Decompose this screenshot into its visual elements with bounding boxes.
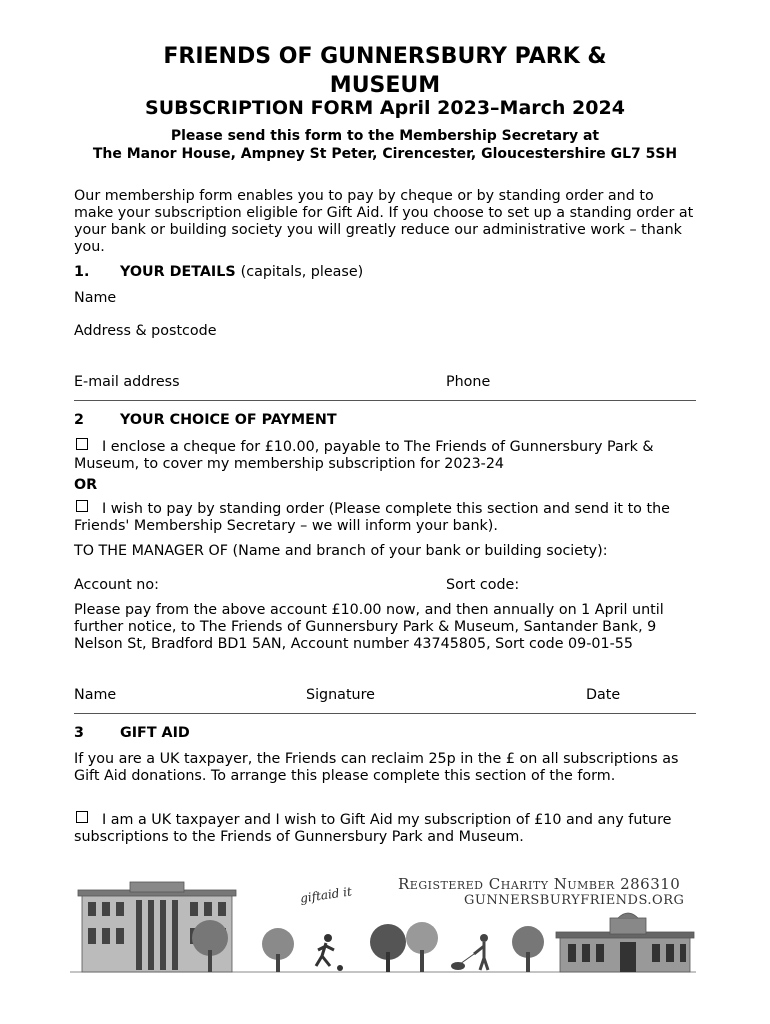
section-1-heading xyxy=(74,264,363,281)
manager-label: TO THE MANAGER OF (Name and branch of your bank or building society): xyxy=(74,543,608,559)
email-label: E-mail address xyxy=(74,374,180,390)
section-1-note: (capitals, please) xyxy=(240,264,364,280)
account-label: Account no: xyxy=(74,577,159,593)
section-divider xyxy=(74,400,696,401)
standing-order-checkbox[interactable] xyxy=(76,500,88,512)
tree-icon xyxy=(512,926,544,972)
section-3-title: GIFT AID xyxy=(120,725,190,741)
section-3-heading xyxy=(74,725,190,742)
form-subtitle: SUBSCRIPTION FORM April 2023–March 2024 xyxy=(145,97,625,119)
tree-icon xyxy=(370,924,406,972)
section-2-title: YOUR CHOICE OF PAYMENT xyxy=(120,412,337,428)
section-3-number: 3 xyxy=(74,725,84,741)
phone-label: Phone xyxy=(446,374,491,390)
date-label: Date xyxy=(586,687,621,703)
send-line-1: Please send this form to the Membership Secretary at xyxy=(170,128,600,144)
sortcode-label: Sort code: xyxy=(446,577,520,593)
name-label: Name xyxy=(74,290,117,306)
intro-paragraph: Our membership form enables you to pay by cheque or by standing order and to make your subscription eligible for Gift Aid. If you choose to set up a standing order at your bank or building society you will greatly reduce our administrative work – thank you. xyxy=(74,188,694,255)
send-instructions xyxy=(0,127,770,163)
send-line-2: The Manor House, Ampney St Peter, Cirencester, Gloucestershire GL7 5SH xyxy=(92,146,678,162)
section-1-title: YOUR DETAILS xyxy=(120,264,236,280)
dog-walker-icon xyxy=(451,934,488,970)
gift-aid-text: If you are a UK taxpayer, the Friends can reclaim 25p in the £ on all subscriptions as Gift Aid donations. To arrange this please complete this section of the form. xyxy=(74,751,679,784)
cheque-checkbox[interactable] xyxy=(76,438,88,450)
gallery-building-icon xyxy=(556,913,694,972)
section-2-number: 2 xyxy=(74,412,84,428)
address-label: Address & postcode xyxy=(74,323,217,339)
section-1-number: 1. xyxy=(74,264,90,280)
payment-instruction: Please pay from the above account £10.00 now, and then annually on 1 April until further notice, to The Friends of Gunnersbury Park & Museum, Santander Bank, 9 Nelson St, Bradford BD1 5AN, Account number 43745805, Sort code 09-01-55 xyxy=(74,602,664,652)
or-label: OR xyxy=(74,477,98,493)
runner-icon xyxy=(316,934,343,971)
form-title: FRIENDS OF GUNNERSBURY PARK & MUSEUM xyxy=(163,44,607,98)
standing-order-text: I wish to pay by standing order (Please complete this section and send it to the Friends' Membership Secretary – we will inform your bank). xyxy=(74,501,670,534)
signature-label: Signature xyxy=(306,687,375,703)
section-divider xyxy=(74,713,696,714)
so-name-label: Name xyxy=(74,687,117,703)
cheque-option xyxy=(74,438,696,473)
charity-number: Registered Charity Number 286310 xyxy=(398,875,681,893)
standing-order-option xyxy=(74,500,696,535)
giftaid-logo: giftaid it xyxy=(299,884,353,906)
gift-aid-checkbox[interactable] xyxy=(76,811,88,823)
gift-aid-declaration xyxy=(74,811,696,846)
gift-aid-declaration-text: I am a UK taxpayer and I wish to Gift Aid my subscription of £10 and any future subscriptions to the Friends of Gunnersbury Park and Museum. xyxy=(74,812,672,845)
tree-icon xyxy=(262,928,294,972)
website: GUNNERSBURYFRIENDS.ORG xyxy=(464,893,685,908)
park-illustration xyxy=(70,880,700,980)
section-2-heading xyxy=(74,412,337,429)
tree-icon xyxy=(406,922,438,972)
cheque-option-text: I enclose a cheque for £10.00, payable to The Friends of Gunnersbury Park & Museum, to cover my membership subscription for 2023-24 xyxy=(74,439,654,472)
